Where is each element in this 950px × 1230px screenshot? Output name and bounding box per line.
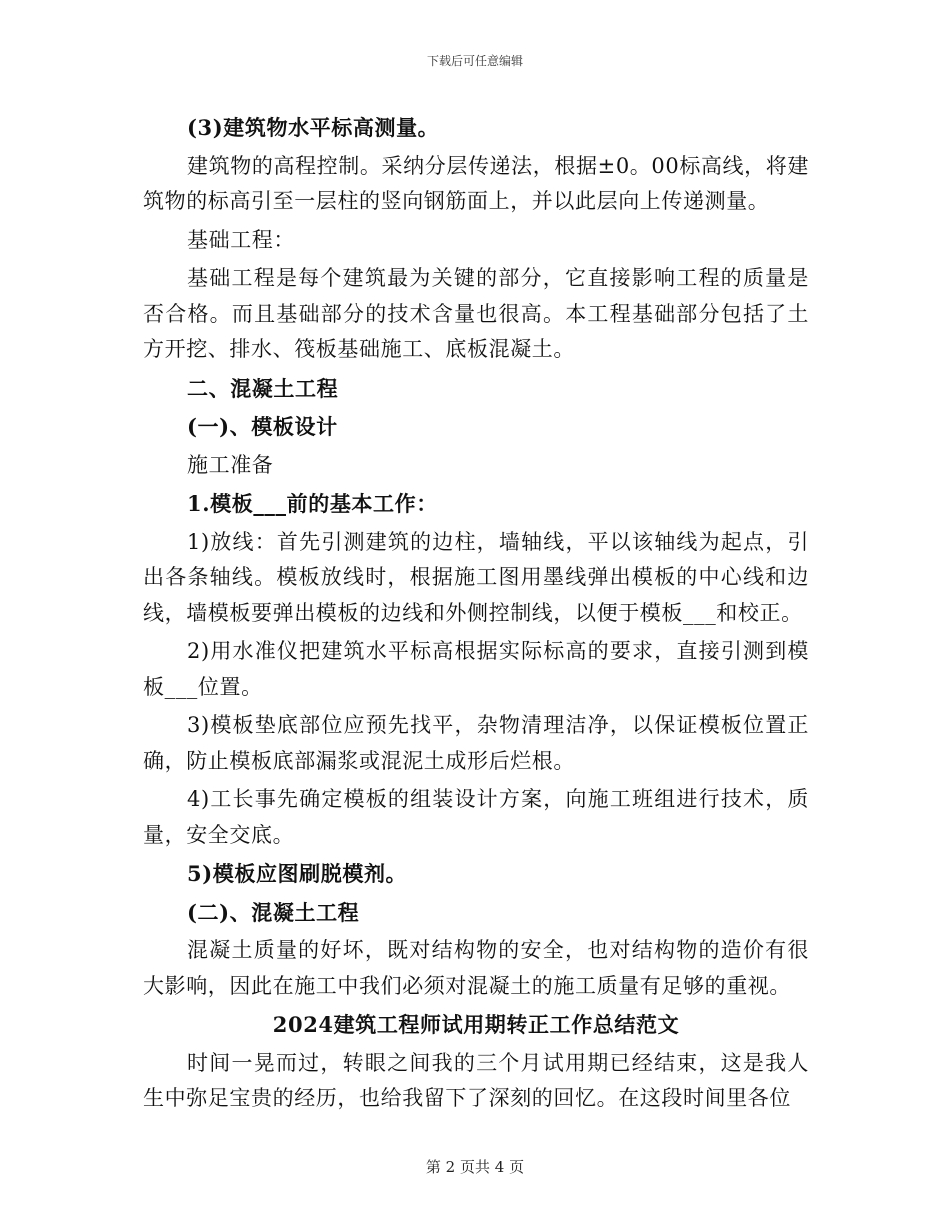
paragraph: 4)工长事先确定模板的组装设计方案，向施工班组进行技术，质量，安全交底。	[143, 787, 809, 847]
page-header: 下载后可任意编辑	[426, 54, 523, 68]
paragraph: 建筑物的高程控制。采纳分层传递法，根据±0。00标高线，将建筑物的标高引至一层柱的竖向钢筋面上，并以此层向上传递测量。	[143, 153, 809, 213]
paragraph: (二)、混凝土工程	[187, 899, 360, 925]
paragraph: (一)、模板设计	[187, 414, 338, 439]
paragraph: 基础工程：	[187, 227, 295, 252]
paragraph: 2)用水准仪把建筑水平标高根据实际标高的要求，直接引测到模板___位置。	[143, 639, 809, 699]
document-body	[143, 110, 809, 1117]
paragraph: (3)建筑物水平标高测量。	[187, 115, 440, 140]
paragraph: 二、混凝土工程	[187, 375, 339, 401]
paragraph: 混凝土质量的好坏，既对结构物的安全，也对结构物的造价有很大影响，因此在施工中我们必须对混凝土的施工质量有足够的重视。	[143, 938, 809, 998]
paragraph: 时间一晃而过，转眼之间我的三个月试用期已经结束，这是我人生中弥足宝贵的经历，也给我留下了深刻的回忆。在这段时间里各位	[143, 1050, 809, 1110]
paragraph: 1.模板___前的基本工作：	[187, 491, 438, 516]
paragraph: 5)模板应图刷脱模剂。	[187, 861, 408, 886]
paragraph: 1)放线：首先引测建筑的边柱，墙轴线，平以该轴线为起点，引出各条轴线。模板放线时，根据施工图用墨线弹出模板的中心线和边线，墙模板要弹出模板的边线和外侧控制线，以便于模板___和校正。	[143, 529, 809, 625]
page-footer: 第 2 页共 4 页	[425, 1158, 525, 1176]
paragraph: 3)模板垫底部位应预先找平，杂物清理洁净，以保证模板位置正确，防止模板底部漏浆或混泥土成形后烂根。	[143, 713, 809, 773]
section-title: 2024建筑工程师试用期转正工作总结范文	[272, 1012, 680, 1037]
paragraph: 基础工程是每个建筑最为关键的部分，它直接影响工程的质量是否合格。而且基础部分的技术含量也很高。本工程基础部分包括了土方开挖、排水、筏板基础施工、底板混凝土。	[143, 266, 809, 361]
paragraph: 施工准备	[187, 452, 274, 477]
